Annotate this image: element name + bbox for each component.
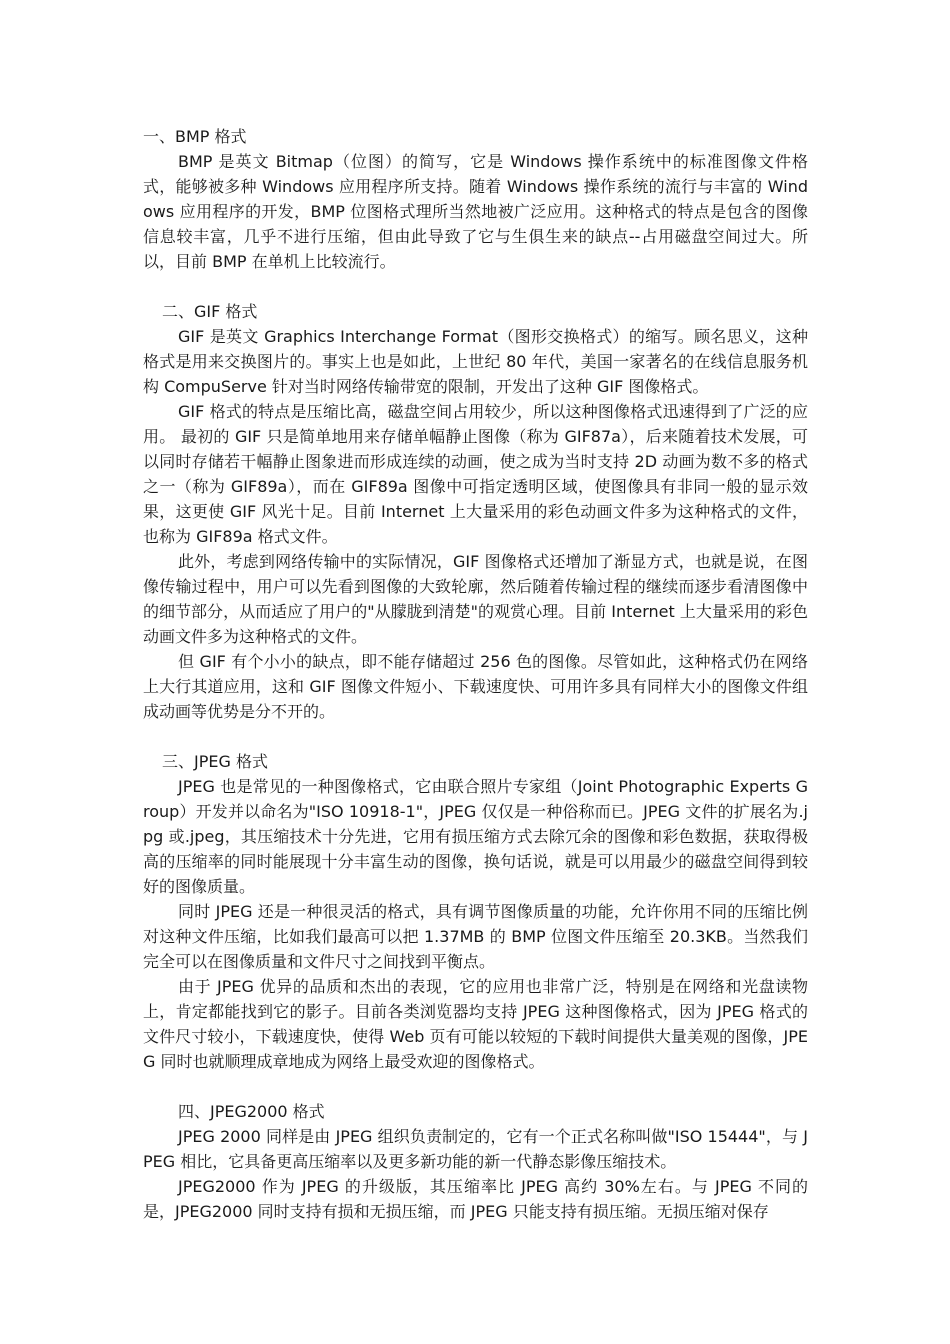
paragraph-gif-4: 但 GIF 有个小小的缺点，即不能存储超过 256 色的图像。尽管如此，这种格式仍在网络上大行其道应用，这和 GIF 图像文件短小、下载速度快、可用许多具有同样大小的图像文件组成动画等优势是分不开的。 — [143, 652, 808, 721]
paragraph-jpeg2000-1: JPEG 2000 同样是由 JPEG 组织负责制定的，它有一个正式名称叫做"ISO 15444"，与 JPEG 相比，它具备更高压缩率以及更多新功能的新一代静态影像压缩技术。 — [143, 1127, 808, 1171]
paragraph-jpeg-3: 由于 JPEG 优异的品质和杰出的表现，它的应用也非常广泛，特别是在网络和光盘读物上，肯定都能找到它的影子。目前各类浏览器均支持 JPEG 这种图像格式，因为 JPEG 格式的文件尺寸较小，下载速度快，使得 Web 页有可能以较短的下载时间提供大量美观的图像，JPEG 同时也就顺理成章地成为网络上最受欢迎的图像格式。 — [143, 977, 808, 1071]
paragraph-gif-1: GIF 是英文 Graphics Interchange Format（图形交换格式）的缩写。顾名思义，这种格式是用来交换图片的。事实上也是如此，上世纪 80 年代，美国一家著名的在线信息服务机构 CompuServe 针对当时网络传输带宽的限制，开发出了这种 GIF 图像格式。 — [143, 327, 808, 396]
section-heading-gif: 二、GIF 格式 — [162, 302, 258, 321]
paragraph-jpeg-2: 同时 JPEG 还是一种很灵活的格式，具有调节图像质量的功能，允许你用不同的压缩比例对这种文件压缩，比如我们最高可以把 1.37MB 的 BMP 位图文件压缩至 20.3KB。当然我们完全可以在图像质量和文件尺寸之间找到平衡点。 — [143, 902, 808, 971]
paragraph-gif-3: 此外，考虑到网络传输中的实际情况，GIF 图像格式还增加了渐显方式，也就是说，在图像传输过程中，用户可以先看到图像的大致轮廓，然后随着传输过程的继续而逐步看清图像中的细节部分，从而适应了用户的"从朦胧到清楚"的观赏心理。目前 Internet 上大量采用的彩色动画文件多为这种格式的文件。 — [143, 552, 808, 646]
section-spacer — [143, 1074, 808, 1099]
section-heading-jpeg: 三、JPEG 格式 — [162, 752, 268, 771]
section-heading-bmp: 一、BMP 格式 — [143, 127, 247, 146]
paragraph-gif-2: GIF 格式的特点是压缩比高，磁盘空间占用较少，所以这种图像格式迅速得到了广泛的应用。 最初的 GIF 只是简单地用来存储单幅静止图像（称为 GIF87a），后来随着技术发展，可以同时存储若干幅静止图象进而形成连续的动画，使之成为当时支持 2D 动画为数不多的格式之一（称为 GIF89a），而在 GIF89a 图像中可指定透明区域，使图像具有非同一般的显示效果，这更使 GIF 风光十足。目前 Internet 上大量采用的彩色动画文件多为这种格式的文件，也称为 GIF89a 格式文件。 — [143, 402, 808, 546]
section-heading-jpeg2000: 四、JPEG2000 格式 — [178, 1102, 325, 1121]
section-spacer — [143, 724, 808, 749]
paragraph-jpeg2000-2: JPEG2000 作为 JPEG 的升级版，其压缩率比 JPEG 高约 30%左右。与 JPEG 不同的是，JPEG2000 同时支持有损和无损压缩，而 JPEG 只能支持有损压缩。无损压缩对保存 — [143, 1177, 808, 1221]
paragraph-bmp-1: BMP 是英文 Bitmap（位图）的简写，它是 Windows 操作系统中的标准图像文件格式，能够被多种 Windows 应用程序所支持。随着 Windows 操作系统的流行与丰富的 Windows 应用程序的开发，BMP 位图格式理所当然地被广泛应用。这种格式的特点是包含的图像信息较丰富，几乎不进行压缩，但由此导致了它与生俱生来的缺点--占用磁盘空间过大。所以，目前 BMP 在单机上比较流行。 — [143, 152, 808, 271]
section-spacer — [143, 274, 808, 299]
paragraph-jpeg-1: JPEG 也是常见的一种图像格式，它由联合照片专家组（Joint Photographic Experts Group）开发并以命名为"ISO 10918-1"，JPEG 仅仅是一种俗称而已。JPEG 文件的扩展名为.jpg 或.jpeg，其压缩技术十分先进，它用有损压缩方式去除冗余的图像和彩色数据，获取得极高的压缩率的同时能展现十分丰富生动的图像，换句话说，就是可以用最少的磁盘空间得到较好的图像质量。 — [143, 777, 808, 896]
document-page — [143, 124, 808, 1224]
